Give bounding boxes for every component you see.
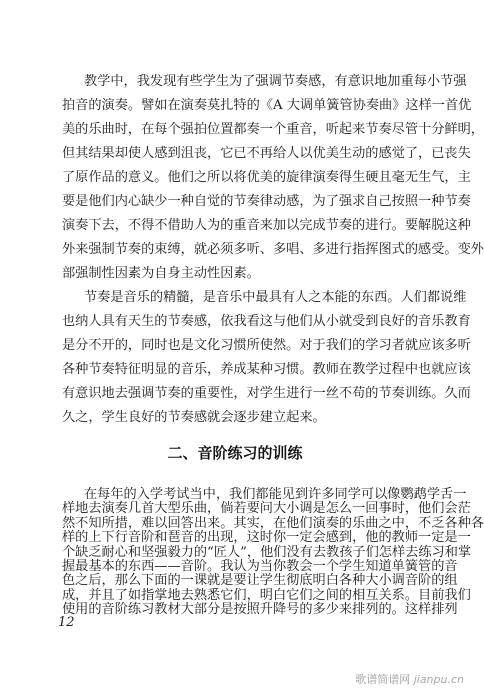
- watermark-text: 歌谱简谱网: [355, 673, 411, 686]
- text-line: 样地去演奏几首大型乐曲，倘若要问大小调是怎么一回事时，他们会茫: [62, 501, 471, 517]
- text-line: 样的上下行音阶和琶音的出现，这时你一定会感到，他的教师一定是一: [62, 530, 471, 546]
- text-line: 节奏是音乐的精髓，是音乐中最具有人之本能的东西。人们都说维: [84, 290, 467, 305]
- text-line: 握最基本的东西——音阶。我认为当你教会一个学生知道单簧管的音: [62, 558, 458, 574]
- text-line: 色之后，那么下面的一课就是要让学生彻底明白各种大小调音阶的组: [62, 573, 458, 589]
- text-line: 也纳人具有天生的节奏感，依我看这与他们从小就受到良好的音乐教育: [62, 314, 471, 329]
- text-line: 然不知所措，难以回答出来。其实，在他们演奏的乐曲之中，不乏各种各: [62, 515, 484, 531]
- watermark: [355, 671, 464, 687]
- text-line: 使用的音阶练习教材大部分是按照升降号的多少来排列的。这样排列: [62, 602, 458, 617]
- text-line: 久之，学生良好的节奏感就会逐步建立起来。: [62, 410, 326, 425]
- text-line: 在每年的入学考试当中，我们都能见到许多同学可以像鹦鹉学舌一: [84, 487, 467, 502]
- text-line: 成，并且了如指掌地去熟悉它们，明白它们之间的相互关系。目前我们: [62, 587, 471, 603]
- text-line: 但其结果却使人感到沮丧，它已不再给人以优美生动的感觉了，已丧失: [62, 146, 471, 161]
- text-line: 美的乐曲时，在每个强拍位置都奏一个重音，听起来节奏尽管十分鲜明，: [62, 122, 484, 137]
- page-number: 12: [58, 615, 75, 630]
- watermark-site: jianpu.cn: [413, 673, 464, 686]
- text-line: 个缺乏耐心和坚强毅力的“匠人”，他们没有去教孩子们怎样去练习和掌: [62, 544, 472, 560]
- text-line: 教学中，我发现有些学生为了强调节奏感，有意识地加重每小节强: [84, 74, 467, 89]
- text-line: 部强制性因素为自身主动性因素。: [62, 266, 260, 281]
- text-line: 有意识地去强调节奏的重要性，对学生进行一丝不苟的节奏训练。久而: [62, 386, 471, 401]
- text-line: 是分不开的，同时也是文化习惯所使然。对于我们的学习者就应该多听: [62, 338, 471, 353]
- text-line: 要是他们内心缺少一种自觉的节奏律动感，为了强求自己按照一种节奏: [62, 194, 471, 209]
- text-line: 演奏下去，不得不借助人为的重音来加以完成节奏的进行。要解脱这种: [62, 218, 471, 233]
- section-title: 二、音阶练习的训练: [167, 444, 303, 462]
- text-line: 拍音的演奏。譬如在演奏莫扎特的《A 大调单簧管协奏曲》这样一首优: [62, 98, 472, 113]
- text-line: 外来强制节奏的束缚，就必须多听、多唱、多进行指挥图式的感受。变外: [62, 242, 484, 257]
- text-line: 了原作品的意义。他们之所以将优美的旋律演奏得生硬且毫无生气，主: [62, 170, 471, 185]
- text-line: 各种节奏特征明显的音乐，养成某种习惯。教师在教学过程中也就应该: [62, 362, 471, 377]
